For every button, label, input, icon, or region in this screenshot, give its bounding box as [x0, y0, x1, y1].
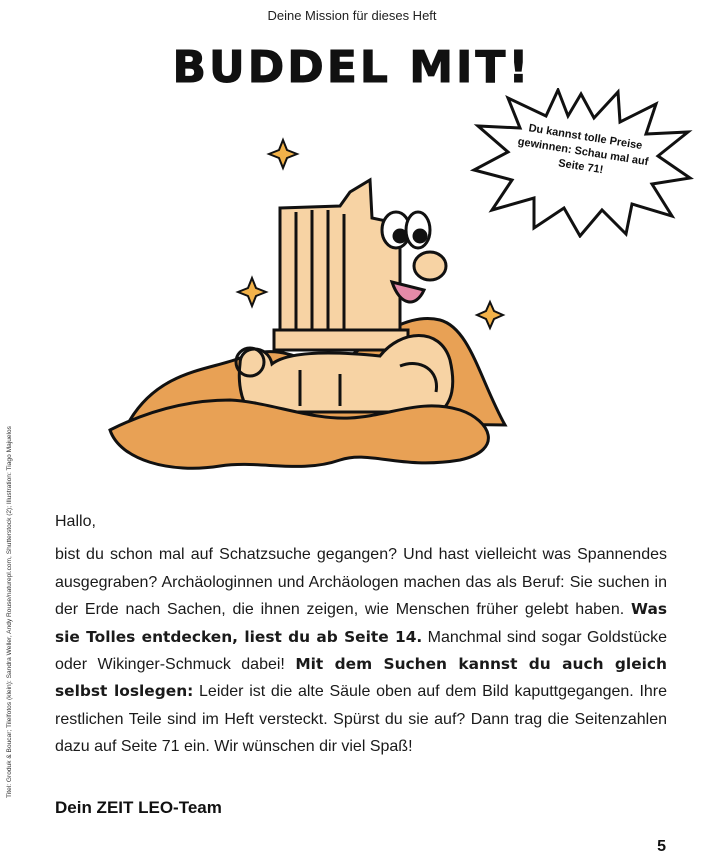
column-sphinx-illustration	[100, 130, 510, 490]
signature: Dein ZEIT LEO-Team	[55, 798, 222, 817]
page-number: 5	[657, 838, 666, 855]
greeting: Hallo,	[55, 513, 96, 530]
photo-credits: Titel: Groduk & Boucar; Tilelfotos (klein): Sandra Weller, Andy Rouse/naturepl.com, Shutterstock (2); Illustration: Tiago Majuelos	[6, 426, 13, 798]
header-line: Deine Mission für dieses Heft	[267, 8, 437, 23]
bold-highlight: Was sie Tolles entdecken, liest du ab Seite 14.	[55, 600, 667, 646]
letter-paragraph: bist du schon mal auf Schatzsuche gegangen? Und hast vielleicht was Spannendes ausgegraben? Archäologinnen und Archäologen machen das als Beruf: Sie suchen in der Erde nach Sachen, die ihnen zeigen, wie Menschen früher gelebt haben. Was sie Tolles entdecken, liest du ab Seite 14. Manchmal sind sogar Goldstücke oder Wikinger-Schmuck dabei! Mit dem Suchen kannst du auch gleich selbst loslegen: Leider ist die alte Säule oben auf dem Bild kaputtgegangen. Ihre restlichen Teile sind im Heft versteckt. Spürst du sie auf? Dann trag die Seitenzahlen dazu auf Seite 71 ein. Wir wünschen dir viel Spaß!	[55, 546, 668, 756]
bold-highlight: Mit dem Suchen kannst du auch gleich selbst loslegen:	[55, 655, 667, 701]
letter-body	[55, 508, 667, 761]
prize-badge-text: Du kannst tolle Preise gewinnen: Schau mal auf Seite 71!	[516, 122, 650, 177]
page-title: BUDDEL MIT!	[172, 42, 532, 93]
